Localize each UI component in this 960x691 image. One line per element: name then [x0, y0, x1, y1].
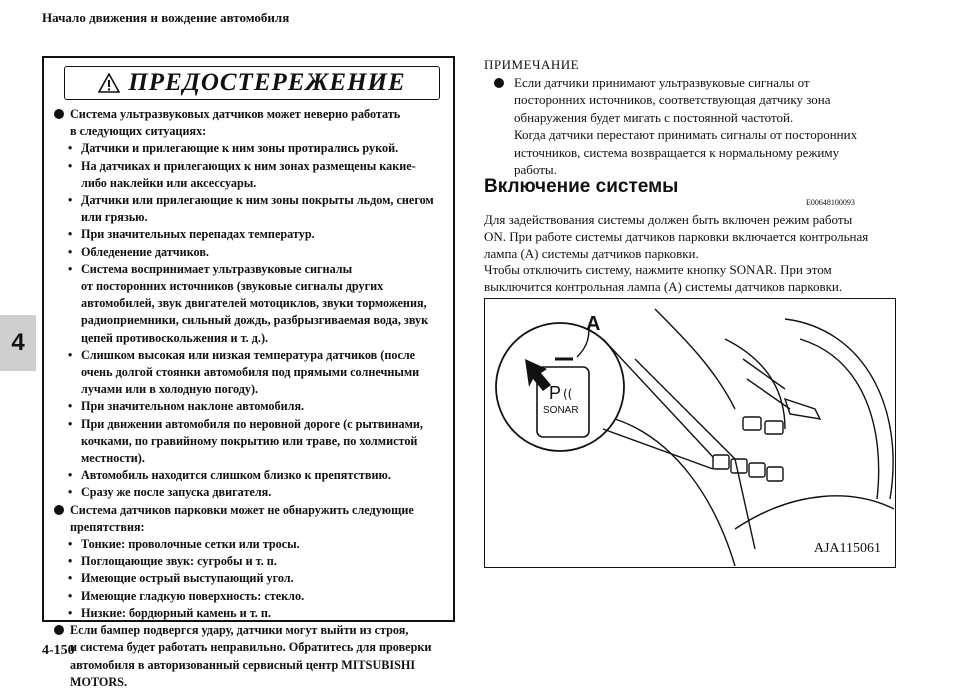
warning-triangle-icon [98, 73, 120, 93]
chapter-tab: 4 [0, 315, 36, 371]
warning-sub-item [54, 416, 449, 468]
running-header: Начало движения и вождение автомобиля [42, 10, 290, 25]
text-line: • Имеющие острый выступающий угол. [81, 571, 294, 586]
text-line: Система ультразвуковых датчиков может неверно работать [70, 107, 401, 121]
note-bullet [484, 74, 896, 179]
note-title: ПРИМЕЧАНИЕ [484, 57, 580, 72]
text-line: радиоприемники, сильный дождь, разбрызгиваемая вода, звук [81, 313, 429, 328]
sonar-p-label: P [549, 383, 562, 403]
text-line: работы. [514, 162, 557, 177]
text-line: • Датчики или прилегающие к ним зоны покрыты льдом, снегом [81, 193, 434, 208]
text-line: либо наклейки или аксессуары. [81, 175, 257, 190]
text-line: • Сразу же после запуска двигателя. [81, 485, 272, 500]
text-line: • Датчики и прилегающие к ним зоны протирались рукой. [81, 141, 399, 156]
bullet-dot-icon [494, 78, 504, 88]
text-line: MOTORS. [70, 674, 127, 689]
text-line: Чтобы отключить систему, нажмите кнопку SONAR. При этом [484, 262, 832, 278]
text-line: Если бампер подвергся удару, датчики могут выйти из строя, [70, 623, 409, 638]
warning-bullet [54, 502, 449, 536]
warning-sub-item [54, 605, 449, 622]
sonar-wave-icon: (( [563, 387, 573, 401]
warning-sub-item [54, 570, 449, 587]
warning-sub-item [54, 192, 449, 226]
text-line: • Система воспринимает ультразвуковые сигналы [81, 261, 353, 276]
section-code: E00648100093 [806, 198, 855, 207]
text-line: цепей противоскольжения и т. д.). [81, 330, 269, 345]
warning-sub-item [54, 398, 449, 415]
text-line: ON. При работе системы датчиков парковки включается контрольная [484, 228, 869, 244]
note-text [514, 74, 896, 179]
text-line: Если датчики принимают ультразвуковые сигналы от [514, 74, 810, 90]
callout-letter: A [586, 313, 601, 335]
warning-sub-item [54, 244, 449, 261]
text-line: местности). [81, 451, 145, 466]
dashboard-illustration [485, 299, 894, 566]
warning-body [54, 106, 449, 691]
text-line: • Слишком высокая или низкая температура датчиков (после [81, 347, 416, 362]
text-line: • Имеющие гладкую поверхность: стекло. [81, 588, 305, 603]
warning-title-bar [64, 66, 440, 100]
warning-bullet [54, 622, 449, 691]
warning-sub-item [54, 467, 449, 484]
page-number: 4-150 [42, 643, 75, 658]
text-line: обнаружения будет мигать с постоянной частотой. [514, 109, 794, 125]
text-line: очень долгой стоянки автомобиля под прямыми солнечными [81, 365, 420, 380]
text-line: • На датчиках и прилегающих к ним зонах размещены какие- [81, 158, 416, 173]
warning-sub-item [54, 553, 449, 570]
section-text [484, 212, 896, 296]
bullet-dot-icon [54, 109, 64, 119]
text-line: источников, система возвращается к нормальному режиму [514, 144, 840, 160]
text-line: от посторонних источников (звуковые сигналы других [81, 279, 384, 294]
text-line: выключится контрольная лампа (A) системы датчиков парковки. [484, 279, 843, 295]
warning-title: ПРЕДОСТЕРЕЖЕНИЕ [128, 69, 406, 96]
text-line: • Автомобиль находится слишком близко к препятствию. [81, 468, 391, 483]
text-line: • При значительном наклоне автомобиля. [81, 399, 305, 414]
text-line: кочками, по гравийному покрытию или траве, по холмистой [81, 433, 418, 448]
text-line: • При движении автомобиля по неровной дороге (с рытвинами, [81, 416, 423, 431]
note-block [484, 56, 896, 179]
sonar-button-label: SONAR [543, 405, 579, 416]
warning-sub-item [54, 588, 449, 605]
section-title: Включение системы [484, 176, 679, 197]
text-line: лампа (A) системы датчиков парковки. [484, 245, 699, 261]
text-line: посторонних источников, соответствующая датчику зона [514, 92, 831, 107]
text-line: • Поглощающие звук: сугробы и т. п. [81, 554, 277, 569]
bullet-dot-icon [54, 505, 64, 515]
warning-sub-item [54, 226, 449, 243]
arrow-icon [525, 359, 551, 391]
text-line: • Низкие: бордюрный камень и т. п. [81, 605, 271, 620]
text-line: препятствия: [70, 519, 145, 534]
dashboard-figure [484, 298, 896, 568]
text-line: • При значительных перепадах температур. [81, 227, 315, 242]
text-line: Система датчиков парковки может не обнаружить следующие [70, 502, 414, 517]
text-line: в следующих ситуациях: [70, 124, 207, 139]
warning-sub-item [54, 140, 449, 157]
text-line: автомобиля в авторизованный сервисный центр MITSUBISHI [70, 657, 416, 672]
text-line: и система будет работать неправильно. Обратитесь для проверки [70, 640, 432, 655]
warning-sub-item [54, 261, 449, 347]
text-line: Когда датчики перестают принимать сигналы от посторонних [514, 127, 858, 142]
bullet-dot-icon [54, 625, 64, 635]
text-line: автомобилей, звук двигателей мотоциклов, звуки торможения, [81, 296, 427, 311]
warning-sub-item [54, 536, 449, 553]
text-line: Для задействования системы должен быть включен режим работы [484, 212, 853, 227]
text-line: • Тонкие: проволочные сетки или тросы. [81, 537, 300, 552]
text-line: или грязью. [81, 210, 148, 225]
warning-sub-item [54, 347, 449, 399]
warning-sub-item [54, 158, 449, 192]
figure-caption: AJA115061 [813, 541, 881, 556]
text-line: • Обледенение датчиков. [81, 244, 209, 259]
warning-bullet [54, 106, 449, 140]
warning-sub-item [54, 484, 449, 501]
text-line: лучами или в холодную погоду). [81, 382, 259, 397]
